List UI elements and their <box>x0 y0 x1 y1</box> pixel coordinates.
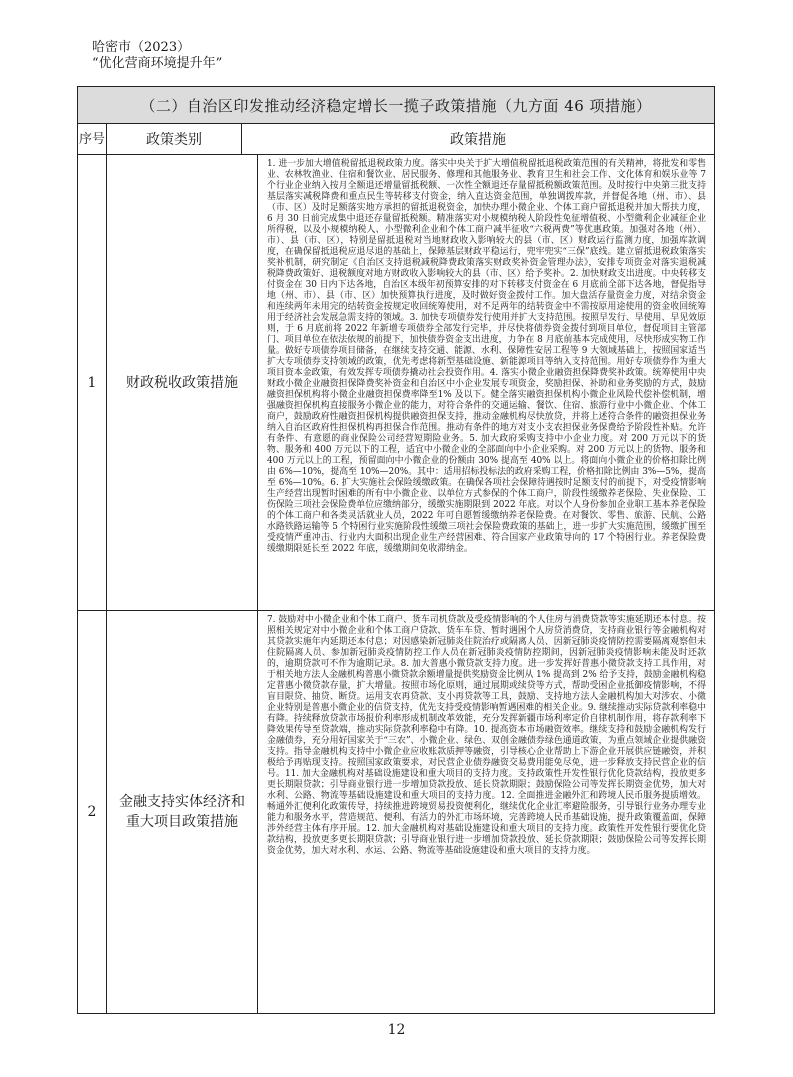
page-number: 12 <box>387 1022 406 1038</box>
header-category: 政策类别 <box>107 124 242 154</box>
row-category: 财政税收政策措施 <box>107 155 258 610</box>
table-row <box>78 611 714 1013</box>
table-title: （二）自治区印发推动经济稳定增长一揽子政策措施（九方面 46 项措施） <box>78 87 714 124</box>
header-measures: 政策措施 <box>450 132 506 148</box>
header-seq: 序号 <box>78 124 107 154</box>
header-line-1: 哈密市（2023） <box>92 40 191 55</box>
table-row <box>78 155 714 611</box>
header-line-2: “优化营商环境提升年” <box>92 56 223 71</box>
row-seq: 1 <box>78 155 107 610</box>
document-header <box>92 40 222 72</box>
row-seq: 2 <box>78 611 107 1013</box>
row-measures: 1. 进一步加大增值税留抵退税政策力度。落实中央关于扩大增值税留抵退税政策范围的有关精神，将批发和零售业、农林牧渔业、住宿和餐饮业、居民服务、修理和其他服务业、教育卫生和社会工作、文化体育和娱乐业等 7 个行业企业纳入按月全额退还增量留抵税额、一次性全额退还存量留抵税额政策范围。及时按行中央第三批支持基层落实减税降费和重点民生等转移支付资金，纳入直达资金范围，单独调拨库款，并督促各地（州、市）、县（市、区）及时足额落实地方承担的留抵退税资金，加快办理小微企业、个体工商户留抵退税并加大帮扶力度，6 月 30 日前完成集中退还存量留抵税额。精准落实对小规模纳税人阶段性免征增值税、小型微利企业减征企业所得税，以及小规模纳税人、小型微利企业和个体工商户减半征收“六税两费”等优惠政策。加强对各地（州）、市）、县（市、区），特别是留抵退税对当地财政收入影响较大的县（市、区）财政运行监测力度，加强库款调度，在确保留抵退税应退尽退的基础上，保障基层财政平稳运行，兜牢兜实“三保”底线。建立留抵退税政策落实奖补机制，研究制定《自治区支持退税减税降费政策落实财政奖补资金管理办法》，安排专项资金对落实退税减税降费政策好、退税额度对地方财政收入影响较大的县（市、区）给予奖补。2. 加快财政支出进度。中央转移支付资金在 30 日内下达各地，自治区本级年初预算安排的对下转移支付资金在 6 月底前全部下达各地，督促指导地（州、市）、县（市、区）加快预算执行进度，及时做好资金拨付工作。加大盘活存量资金力度，对结余资金和连续两年未用完的结转资金按规定收回统筹使用，对不足两年的结转资金中不需按原用途使用的资金收回统筹用于经济社会发展急需支持的领域。3. 加快专项债券发行使用并扩大支持范围。按照早发行、早使用、早见效原则，于 6 月底前将 2022 年新增专项债券全部发行完毕，并尽快将债券资金拨付到项目单位，督促项目主管部门、项目单位在依法依规的前提下，加快债券资金支出进度，力争在 8 月底前基本完成使用，尽快形成实物工作量。做好专项债券项目储备，在继续支持交通、能源、水利、保障性安居工程等 9 大领域基础上，按照国家适当扩大专项债券支持领域的政策，优先考虑将新型基础设施、新能源项目等纳入支持范围。用好专项债券作为重大项目资本金政策，有效发挥专项债券撬动社会投资作用。4. 落实小微企业融资担保降费奖补政策。统筹使用中央财政小微企业融资担保降费奖补资金和自治区中小企业发展专项资金，奖励担保、补助和业务奖励的方式，鼓励融资担保机构将小微企业融资担保费率降至1% 及以下。健全落实融资担保机构小微企业风险代偿补偿机制，增强融资担保机构直接服务小微企业的能力，对符合条件的交通运输、餐饮、住宿、旅游行业中小微企业、个体工商户，鼓励政府性融资担保机构提供融资担保支持，推动金融机构尽快放贷，并将上述符合条件的融资担保业务纳入自治区政府性担保机构再担保合作范围。推动有条件的地方对支小支农担保业务保费给予阶段性补贴。允许有条件、有意愿的商业保险公司经营短期险业务。5. 加大政府采购支持中小企业力度。对 200 万元以下的货物、服务和 400 万元以下的工程，适宜中小微企业的全部面向中小企业采购。对 200 万元以上的货物、服务和 400 万元以上的工程，预留面向中小微企业的份额由 30% 提高至 40% 以上。将面向小微企业的价格扣除比例由 6%—10%，提高至 10%—20%。其中：适用招标投标法的政府采购工程，价格扣除比例由 3%—5%，提高至 6%—10%。6. 扩大实施社会保险缓缴政策。在确保各项社会保障待遇按时足额支付的前提下，对受疫情影响生产经营出现暂时困难的所有中小微企业、以单位方式参保的个体工商户，阶段性缓缴养老保险、失业保险、工伤保险三项社会保险费单位应缴纳部分，缓缴实施期限到 2022 年底。对以个人身份参加企业职工基本养老保险的个体工商户和各类灵活就业人员，2022 年可自愿暂缓缴纳养老保险费。在对餐饮、零售、旅游、民航、公路水路铁路运输等 5 个特困行业实施阶段性缓缴三项社会保险费政策的基础上，进一步扩大实施范围，缓缴扩围至受疫情严重冲击、行业内大面积出现企业生产经营困难、符合国家产业政策导向的 17 个特困行业。养老保险费缓缴期限延长至 2022 年底，缓缴期间免收滞纳金。 <box>267 159 706 554</box>
row-measures: 7. 鼓励对中小微企业和个体工商户、货车司机贷款及受疫情影响的个人住房与消费贷款等实施延期还本付息。按照相关规定对中小微企业和个体工商户贷款、货车车贷、暂时遇困个人房贷消费贷，支持商业银行等金融机构对其贷款实施年内延期还本付息；对因感染新冠肺炎住院治疗或隔离人员、因新冠肺炎疫情防控需要隔离观察但未住院隔离人员、参加新冠肺炎疫情防控工作人员在新冠肺炎疫情防控期间，因新冠肺炎疫情影响未能及时还款的，逾期贷款可不作为逾期记录。8. 加大普惠小微贷款支持力度。进一步发挥好普惠小微贷款支持工具作用，对于相关地方法人金融机构普惠小微贷款余额增量提供奖励资金比例从 1% 提高到 2% 给予支持，鼓励金融机构稳定普惠小微贷款存量，扩大增量。按照市场化原则，通过展期或续贷等方式，帮助受困企业抵御疫情影响，不得盲目限贷、抽贷、断贷。运用支农再贷款、支小再贷款等工具，鼓励、支持地方法人金融机构加大对涉农、小微企业特别是普惠小微企业的信贷支持，优先支持受疫情影响暂遇困难的相关企业。9. 继续推动实际贷款利率稳中有降。持续释放贷款市场报价利率形成机制改革效能，充分发挥新疆市场利率定价自律机制作用，将存款利率下降效果传导至贷款端，推动实际贷款利率稳中有降。10. 提高资本市场融资效率。继续支持和鼓励金融机构发行金融债券，充分用好国家关于“三农”、小微企业、绿色、双创金融债券绿色通道政策，为重点领域企业提供融资支持。指导金融机构支持中小微企业应收账款质押等融资，引导核心企业帮助上下游企业开展供应链融资，并积极给予再贴现支持。按照国家政策要求，对民营企业债券融资交易费用能免尽免，进一步释放支持民营企业的信号。11. 加大金融机构对基础设施建设和重大项目的支持力度。支持政策性开发性银行优化贷款结构，投放更多更长期限贷款；引导商业银行进一步增加贷款投放、延长贷款期限；鼓励保险公司等发挥长期资金优势，加大对水利、公路、物流等基础设施建设和重大项目的支持力度。12. 全面推进金融外汇和跨境人民币服务提质增效。畅通外汇便利化政策传导，持续推进跨境贸易投资便利化，继续优化企业汇率避险服务，引导银行业务办理专业能力和服务水平，营造规范、便利、有活力的外汇市场环境，完善跨境人民币基础设施，提升政策覆盖面，保障涉外经营主体有序开展。12. 加大金融机构对基础设施建设和重大项目的支持力度。政策性开发性银行要优化贷款结构，投放更多更长期限贷款；引导商业银行进一步增加贷款投放、延长贷款期限；鼓励保险公司等发挥长期资金优势，加大对水利、水运、公路、物流等基础设施建设和重大项目的支持力度。 <box>267 615 706 856</box>
policy-table <box>77 86 715 1014</box>
row-category: 金融支持实体经济和重大项目政策措施 <box>107 611 258 1013</box>
table-header-row <box>78 124 714 155</box>
